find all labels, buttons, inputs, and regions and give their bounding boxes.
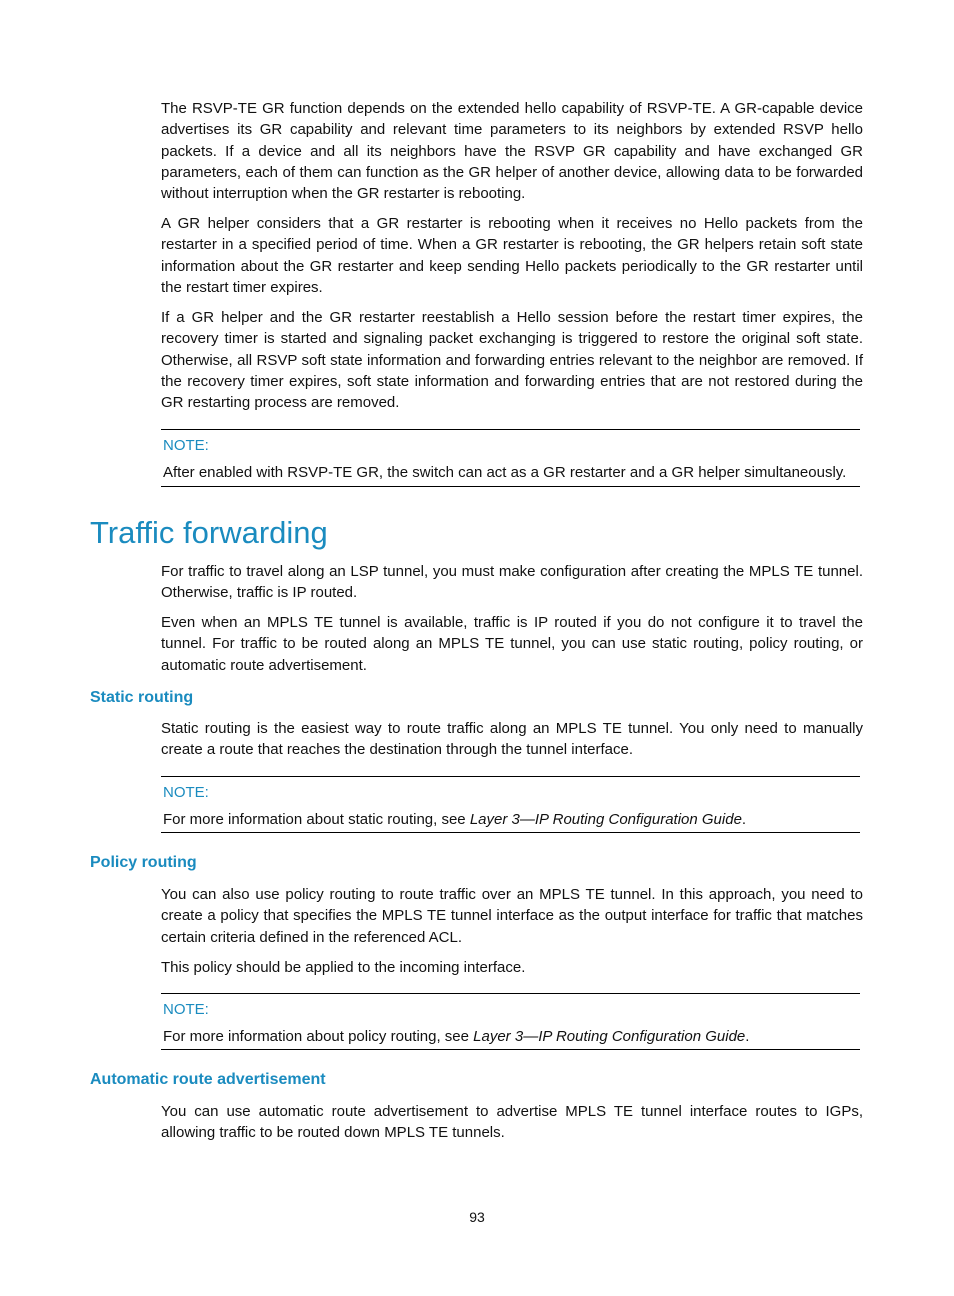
note-static-routing	[161, 776, 860, 833]
note-label: NOTE:	[163, 1001, 209, 1018]
note-text: For more information about policy routing, see Layer 3—IP Routing Configuration Guide.	[163, 1028, 750, 1045]
policy-routing-paragraph-2: This policy should be applied to the incoming interface.	[161, 959, 526, 976]
page-number: 93	[469, 1209, 485, 1225]
static-routing-paragraph: Static routing is the easiest way to route traffic along an MPLS TE tunnel. You only need to manually create a route that reaches the destination through the tunnel interface.	[161, 720, 863, 759]
gr-paragraph-3: If a GR helper and the GR restarter reestablish a Hello session before the restart timer expires, the recovery timer is started and signaling packet exchanging is triggered to restore the original soft state. Otherwise, all RSVP soft state information and forwarding entries relevant to the neighbor are removed. If the recovery timer expires, soft state information and forwarding entries that are not restored during the GR restarting process are removed.	[161, 309, 863, 412]
guide-reference: Layer 3—IP Routing Configuration Guide	[469, 811, 742, 828]
subsection-title-automatic-route-advertisement: Automatic route advertisement	[90, 1071, 326, 1088]
auto-route-paragraph: You can use automatic route advertisement to advertise MPLS TE tunnel interface routes to IGPs, allowing traffic to be routed down MPLS TE tunnels.	[161, 1103, 863, 1142]
gr-paragraph-1: The RSVP-TE GR function depends on the extended hello capability of RSVP-TE. A GR-capable device advertises its GR capability and relevant time parameters to its neighbors by extended RSVP hello packets. If a device and all its neighbors have the RSVP GR capability and have exchanged GR parameters, each of them can function as the GR helper of another device, allowing data to be forwarded without interruption when the GR restarter is rebooting.	[161, 100, 863, 203]
note-gr	[161, 429, 860, 487]
guide-reference: Layer 3—IP Routing Configuration Guide	[473, 1028, 746, 1045]
note-label: NOTE:	[163, 784, 209, 801]
section-title-traffic-forwarding: Traffic forwarding	[90, 515, 328, 550]
note-label: NOTE:	[163, 437, 209, 454]
subsection-title-static-routing: Static routing	[90, 689, 194, 706]
subsection-title-policy-routing: Policy routing	[90, 854, 197, 871]
traffic-paragraph-1: For traffic to travel along an LSP tunnel, you must make configuration after creating the MPLS TE tunnel. Otherwise, traffic is IP routed.	[161, 563, 863, 602]
gr-paragraph-2: A GR helper considers that a GR restarter is rebooting when it receives no Hello packets from the restarter in a specified period of time. When a GR restarter is rebooting, the GR helpers retain soft state information about the GR restarter and keep sending Hello packets periodically to the GR restarter until the restart timer expires.	[161, 215, 863, 296]
note-policy-routing	[161, 993, 860, 1050]
note-text: After enabled with RSVP-TE GR, the switch can act as a GR restarter and a GR helper simultaneously.	[163, 464, 847, 481]
traffic-paragraph-2: Even when an MPLS TE tunnel is available, traffic is IP routed if you do not configure it to travel the tunnel. For traffic to be routed along an MPLS TE tunnel, you can use static routing, policy routing, or automatic route advertisement.	[161, 614, 863, 674]
note-text: For more information about static routing, see Layer 3—IP Routing Configuration Guide.	[163, 811, 747, 828]
policy-routing-paragraph-1: You can also use policy routing to route traffic over an MPLS TE tunnel. In this approach, you need to create a policy that specifies the MPLS TE tunnel interface as the output interface for traffic that matches certain criteria defined in the referenced ACL.	[161, 886, 863, 946]
